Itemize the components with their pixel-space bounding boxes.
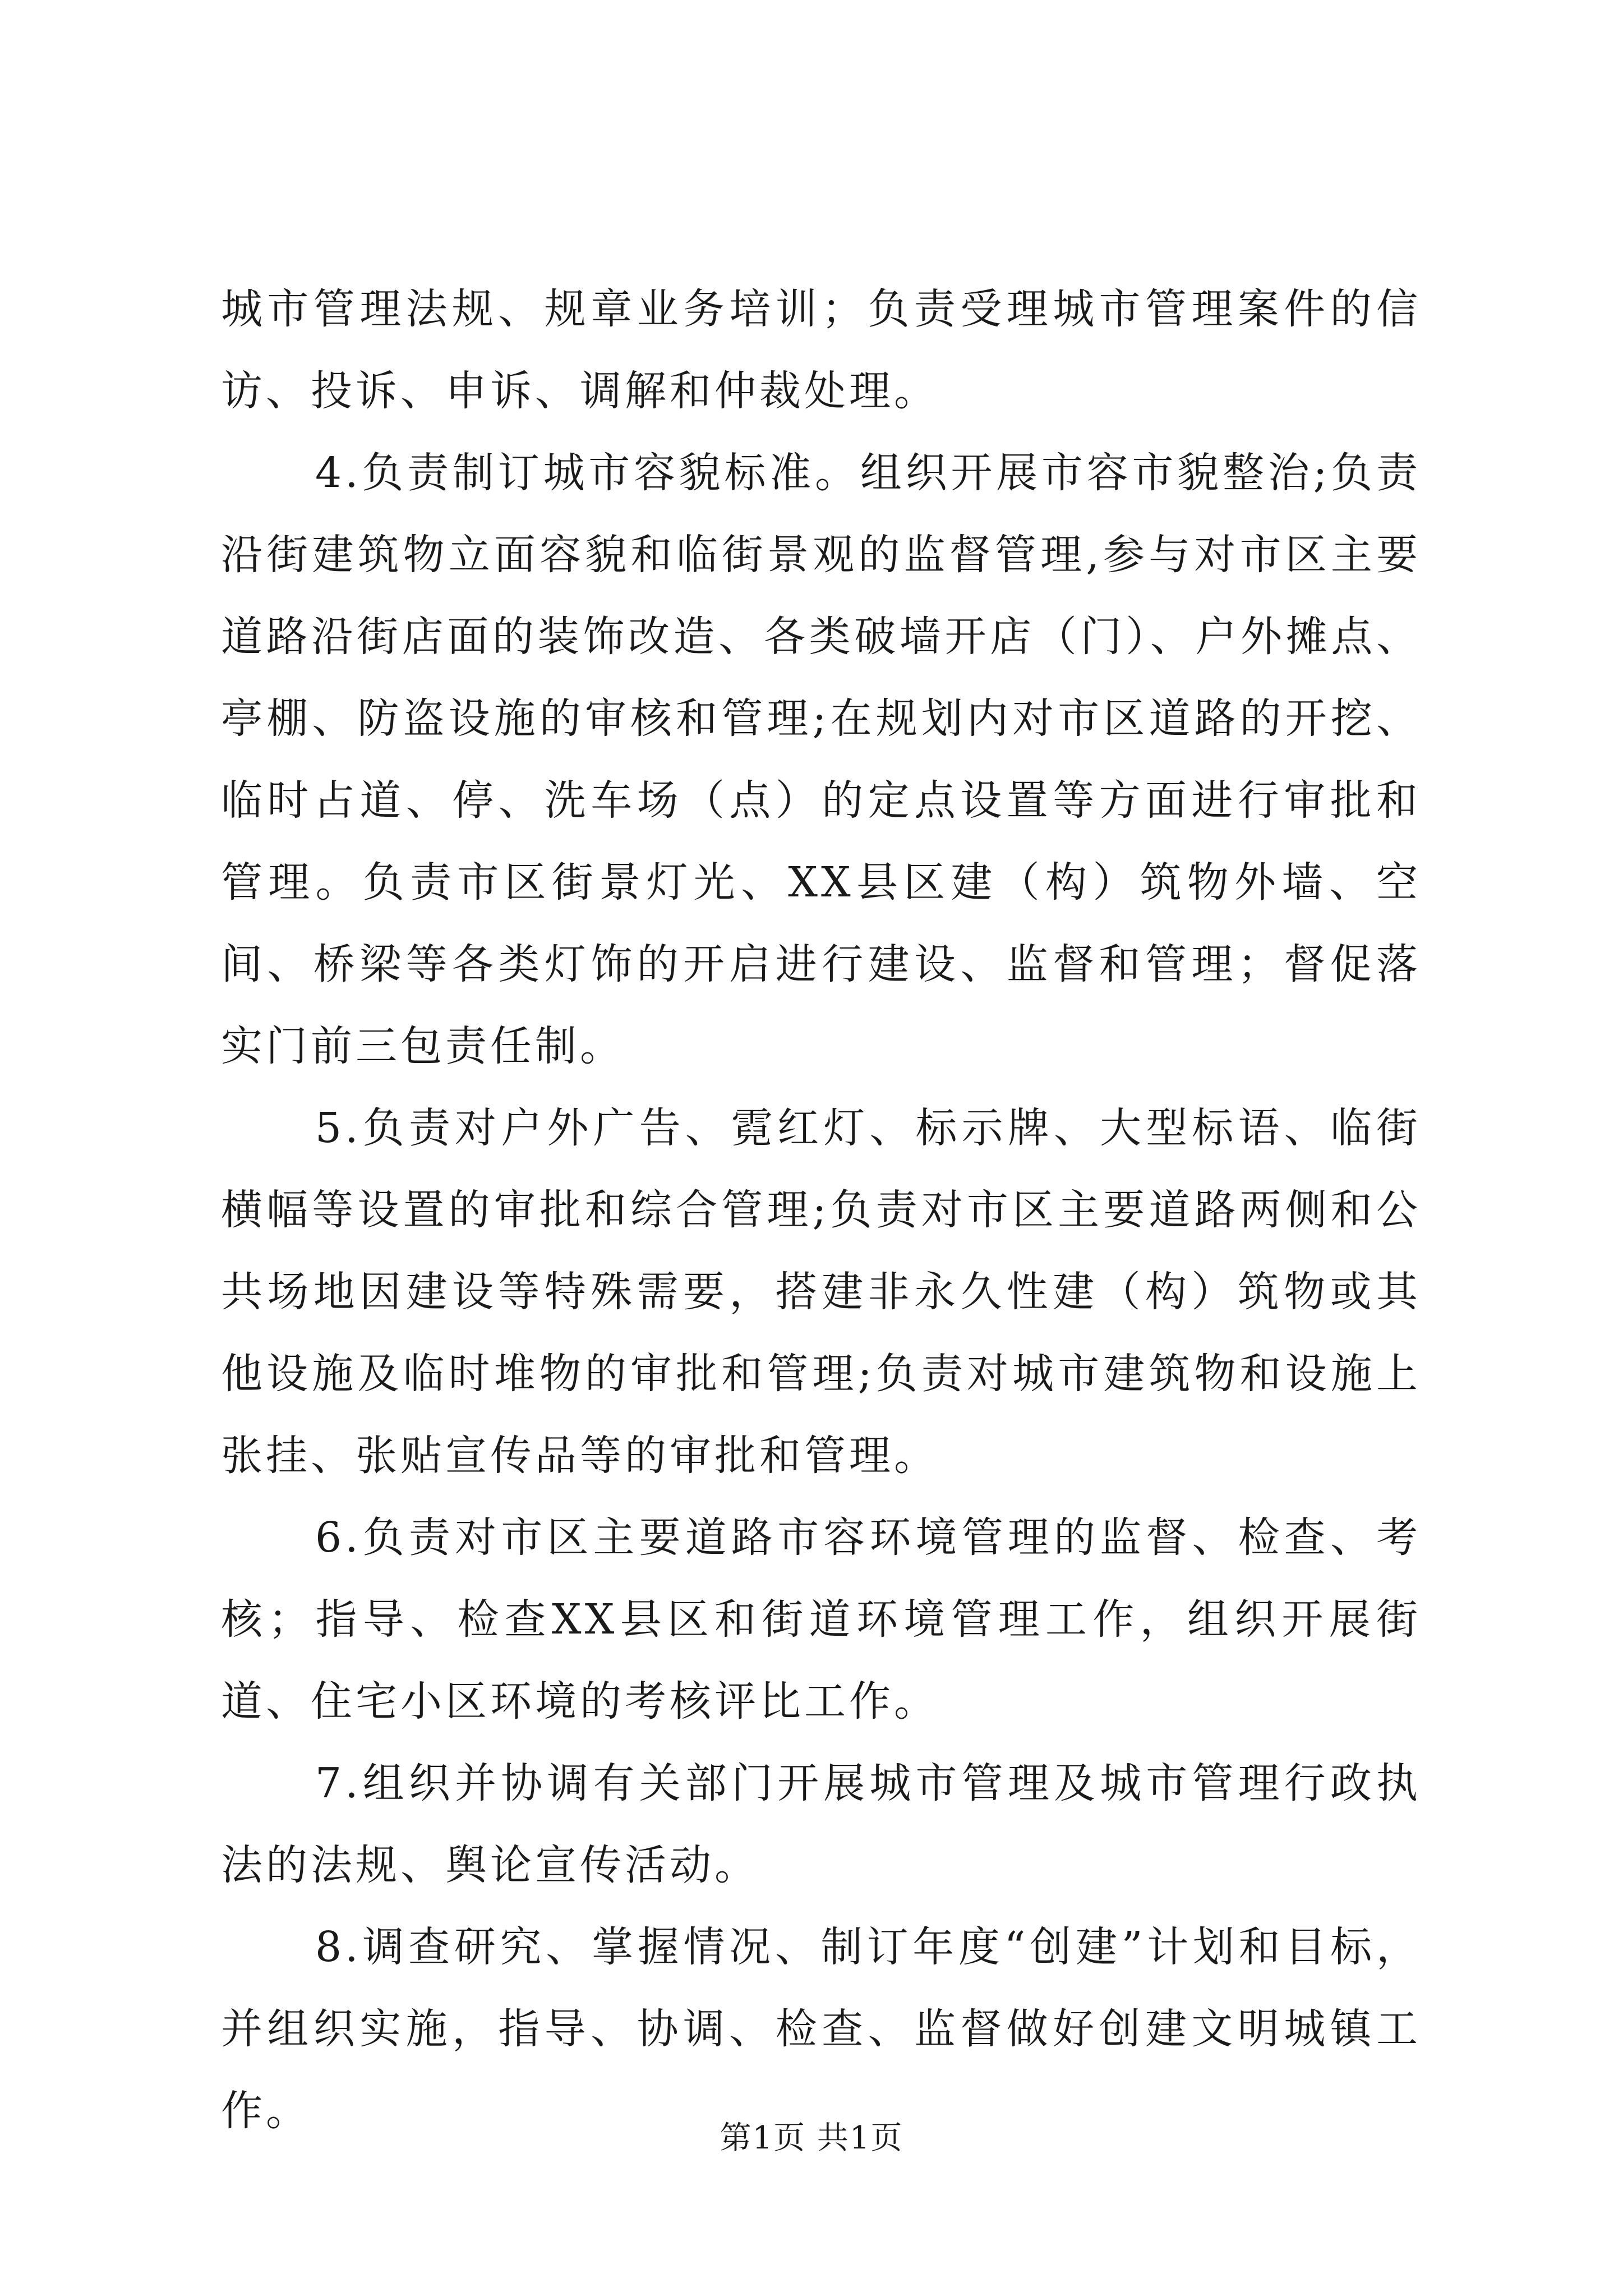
paragraph-continuation: 城市管理法规、规章业务培训；负责受理城市管理案件的信访、投诉、申诉、调解和仲裁处理。	[221, 285, 1421, 415]
paragraph-item-6: 6.负责对市区主要道路市容环境管理的监督、检查、考核；指导、检查XX县区和街道环境管理工作，组织开展街道、住宅小区环境的考核评比工作。	[221, 1513, 1421, 1726]
paragraph-item-4: 4.负责制订城市容貌标准。组织开展市容市貌整治;负责沿街建筑物立面容貌和临街景观的监督管理,参与对市区主要道路沿街店面的装饰改造、各类破墙开店（门）、户外摊点、亭棚、防盗设施的审核和管理;在规划内对市区道路的开挖、临时占道、停、洗车场（点）的定点设置等方面进行审批和管理。负责市区街景灯光、XX县区建（构）筑物外墙、空间、桥梁等各类灯饰的开启进行建设、监督和管理；督促落实门前三包责任制。	[221, 449, 1421, 1070]
paragraph-item-5: 5.负责对户外广告、霓红灯、标示牌、大型标语、临街横幅等设置的审批和综合管理;负责对市区主要道路两侧和公共场地因建设等特殊需要，搭建非永久性建（构）筑物或其他设施及临时堆物的审批和管理;负责对城市建筑物和设施上张挂、张贴宣传品等的审批和管理。	[221, 1104, 1421, 1480]
document-body	[221, 268, 1421, 2152]
paragraph-item-8: 8.调查研究、掌握情况、制订年度“创建”计划和目标，并组织实施，指导、协调、检查、监督做好创建文明城镇工作。	[221, 1923, 1421, 2135]
paragraph-item-7: 7.组织并协调有关部门开展城市管理及城市管理行政执法的法规、舆论宣传活动。	[221, 1759, 1421, 1889]
page-footer: 第1页 共1页	[720, 2120, 903, 2156]
